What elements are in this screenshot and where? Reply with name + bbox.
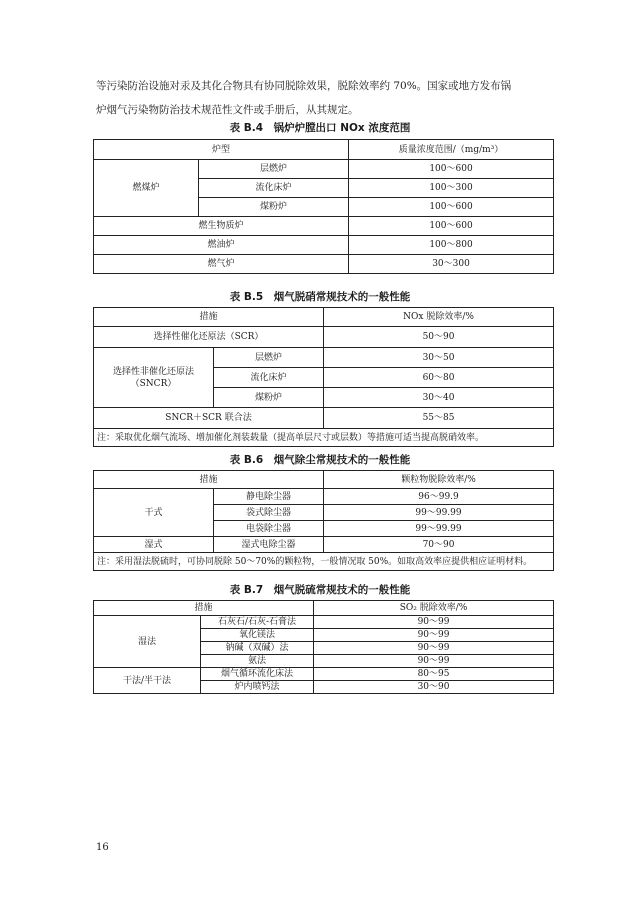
intro-paragraph [96,74,552,122]
table-b6-cell: 70～90 [324,537,554,553]
table-b6-caption: 表 B.6 烟气除尘常规技术的一般性能 [229,454,411,466]
table-b7-cell: 烟气循环流化床法 [201,668,314,681]
intro-line-1: 等污染防治设施对汞及其化合物具有协同脱除效果，脱除效率约 70%。国家或地方发布锅 [96,80,512,92]
table-b4-cell: 层燃炉 [199,160,349,179]
table-b5-group-sncr: 选择性非催化还原法（SNCR） [94,348,214,408]
table-b7 [93,600,554,694]
table-b5-caption: 表 B.5 烟气脱硝常规技术的一般性能 [229,291,411,303]
table-b5-cell: 选择性催化还原法（SCR） [94,327,324,348]
table-b4-caption: 表 B.4 锅炉炉膛出口 NOx 浓度范围 [229,122,411,134]
table-b6-head-efficiency: 颗粒物脱除效率/% [324,471,554,489]
table-b7-cell: 90～99 [314,616,554,629]
table-b6 [93,470,554,571]
table-b4-cell: 100～600 [349,198,554,217]
table-b4-cell: 30～300 [349,255,554,274]
page-number: 16 [96,842,109,853]
table-b4-cell: 100～600 [349,160,554,179]
table-b7-cell: 90～99 [314,655,554,668]
table-b4-cell: 流化床炉 [199,179,349,198]
table-b5-cell: 煤粉炉 [214,388,324,408]
table-b6-cell: 电袋除尘器 [214,521,324,537]
table-b6-head-measure: 措施 [94,471,324,489]
table-b6-cell: 96～99.9 [324,489,554,505]
table-b7-cell: 炉内喷钙法 [201,681,314,694]
table-b7-cell: 钠碱（双碱）法 [201,642,314,655]
table-b7-cell: 30～90 [314,681,554,694]
table-b5-cell: 30～40 [324,388,554,408]
table-b7-cell: 90～99 [314,629,554,642]
table-b4-cell: 100～800 [349,236,554,255]
table-b4 [93,139,554,274]
intro-line-2: 炉烟气污染物防治技术规范性文件或手册后，从其规定。 [96,104,359,116]
table-b5-cell: 55～85 [324,408,554,429]
table-b4-cell: 燃气炉 [94,255,349,274]
table-b5-cell: SNCR＋SCR 联合法 [94,408,324,429]
table-b4-head-range: 质量浓度范围/（mg/m³） [349,140,554,160]
table-b4-cell: 100～600 [349,217,554,236]
table-b4-cell: 燃油炉 [94,236,349,255]
table-b7-caption: 表 B.7 烟气脱硫常规技术的一般性能 [229,584,411,596]
table-b5-note: 注：采取优化烟气流场、增加催化剂装载量（提高单层尺寸或层数）等措施可适当提高脱硝效率。 [94,429,554,447]
table-b6-group-dry: 干式 [94,489,214,537]
table-b5-head-efficiency: NOx 脱除效率/% [324,308,554,327]
table-b4-head-type: 炉型 [94,140,349,160]
table-b6-group-wet: 湿式 [94,537,214,553]
table-b7-head-measure: 措施 [94,601,314,616]
table-b5-cell: 流化床炉 [214,368,324,388]
table-b7-cell: 氨法 [201,655,314,668]
table-b5-cell: 50～90 [324,327,554,348]
table-b4-cell: 100～300 [349,179,554,198]
table-b7-cell: 石灰石/石灰-石膏法 [201,616,314,629]
table-b6-cell: 99～99.99 [324,505,554,521]
table-b4-group-coal: 燃煤炉 [94,160,199,217]
table-b7-cell: 氧化镁法 [201,629,314,642]
table-b7-group-wet: 湿法 [94,616,201,668]
table-b7-cell: 80～95 [314,668,554,681]
table-b7-head-efficiency: SO₂ 脱除效率/% [314,601,554,616]
table-b7-group-dry: 干法/半干法 [94,668,201,694]
table-b6-cell: 静电除尘器 [214,489,324,505]
table-b6-cell: 湿式电除尘器 [214,537,324,553]
table-b5-cell: 层燃炉 [214,348,324,368]
table-b5-head-measure: 措施 [94,308,324,327]
table-b4-cell: 燃生物质炉 [94,217,349,236]
table-b7-cell: 90～99 [314,642,554,655]
table-b6-cell: 99～99.99 [324,521,554,537]
table-b4-cell: 煤粉炉 [199,198,349,217]
table-b6-cell: 袋式除尘器 [214,505,324,521]
table-b5-cell: 60～80 [324,368,554,388]
table-b6-note: 注：采用湿法脱硫时，可协同脱除 50～70%的颗粒物，一般情况取 50%。如取高效率应提供相应证明材料。 [94,553,554,571]
table-b5-cell: 30～50 [324,348,554,368]
table-b5 [93,307,554,447]
